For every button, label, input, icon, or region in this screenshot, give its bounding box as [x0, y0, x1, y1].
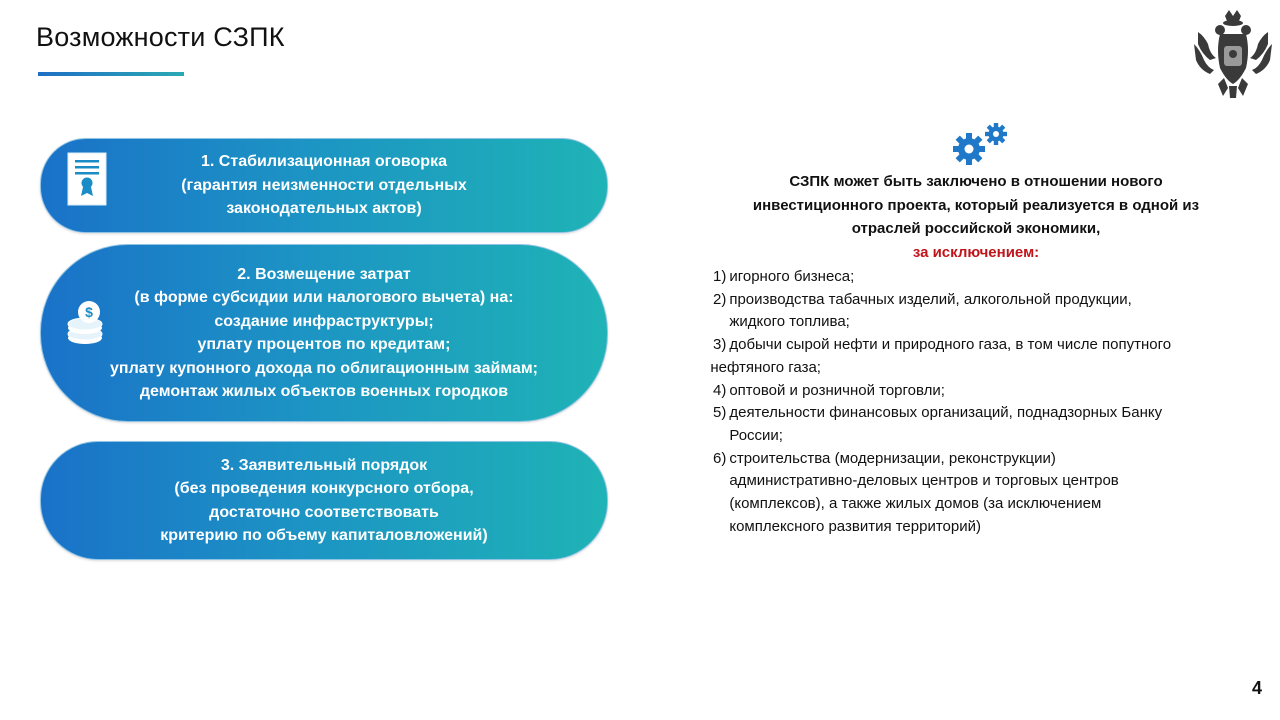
- list-line: производства табачных изделий, алкогольной продукции,: [729, 290, 1132, 308]
- heading-line: инвестиционного проекта, который реализуется в одной из: [752, 196, 1200, 214]
- list-line: игорного бизнеса;: [729, 268, 855, 285]
- list-text: [729, 380, 1253, 403]
- list-line: жидкого топлива;: [729, 313, 850, 331]
- coins-icon: [63, 300, 111, 348]
- coat-of-arms-icon: [1190, 6, 1276, 102]
- gears-icon: [952, 122, 1010, 166]
- list-line: оптовой и розничной торговли;: [729, 381, 945, 399]
- list-line: добычи сырой нефти и природного газа, в том числе попутного: [729, 336, 1172, 354]
- box-line: 1. Стабилизационная оговорка: [201, 153, 447, 171]
- box-line: создание инфраструктуры;: [214, 312, 434, 330]
- list-number: 3): [713, 336, 727, 354]
- info-heading: [716, 170, 1236, 264]
- list-item: [713, 266, 1253, 289]
- list-line: (комплексов), а также жилых домов (за исключением: [729, 495, 1102, 513]
- list-item: [710, 334, 1253, 379]
- list-text: [729, 402, 1253, 447]
- feature-application-procedure: [40, 441, 608, 560]
- list-line: комплексного развития территорий): [729, 517, 981, 535]
- heading-line: отраслей российской экономики,: [851, 220, 1101, 237]
- list-number: 1): [713, 268, 727, 285]
- box-line: законодательных актов): [226, 200, 422, 218]
- box-line: (в форме субсидии или налогового вычета) на:: [134, 289, 514, 306]
- list-line: нефтяного газа;: [710, 358, 821, 376]
- box-line: критерию по объему капиталовложений): [160, 527, 488, 544]
- feature-stabilization: [40, 138, 608, 233]
- list-item: [713, 402, 1253, 447]
- exception-label: за исключением:: [912, 243, 1040, 261]
- page-title: Возможности СЗПК: [36, 22, 285, 52]
- list-number: 6): [713, 449, 727, 467]
- feature-cost-reimbursement: [40, 244, 608, 422]
- box-line: 3. Заявительный порядок: [220, 456, 428, 474]
- list-text: [729, 289, 1253, 334]
- list-number: 2): [713, 290, 727, 308]
- box-line: 2. Возмещение затрат: [237, 265, 411, 283]
- list-line: России;: [729, 426, 783, 444]
- exclusions-list: [710, 266, 1253, 538]
- list-line: деятельности финансовых организаций, поднадзорных Банку: [729, 404, 1163, 422]
- list-item: [713, 289, 1253, 334]
- heading-line: СЗПК может быть заключено в отношении нового: [789, 173, 1163, 190]
- list-text: [729, 448, 1253, 539]
- box-line: демонтаж жилых объектов военных городков: [139, 383, 509, 400]
- list-number: 5): [713, 404, 727, 422]
- list-item: [713, 380, 1253, 403]
- box-line: уплату купонного дохода по облигационным займам;: [110, 359, 538, 377]
- list-text: [710, 334, 1253, 379]
- list-number: 4): [713, 381, 727, 399]
- box-line: уплату процентов по кредитам;: [197, 336, 451, 353]
- list-item: [713, 448, 1253, 539]
- list-line: строительства (модернизации, реконструкции): [729, 449, 1056, 467]
- certificate-icon: [67, 152, 107, 206]
- page-number: 4: [1252, 678, 1263, 698]
- title-underline: [38, 72, 184, 76]
- svg-text:$: $: [85, 304, 93, 320]
- box-line: достаточно соответствовать: [209, 503, 439, 521]
- list-line: административно-деловых центров и торговых центров: [729, 472, 1119, 490]
- box-line: (гарантия неизменности отдельных: [181, 176, 467, 194]
- box-line: (без проведения конкурсного отбора,: [174, 480, 474, 497]
- list-text: [729, 266, 1253, 289]
